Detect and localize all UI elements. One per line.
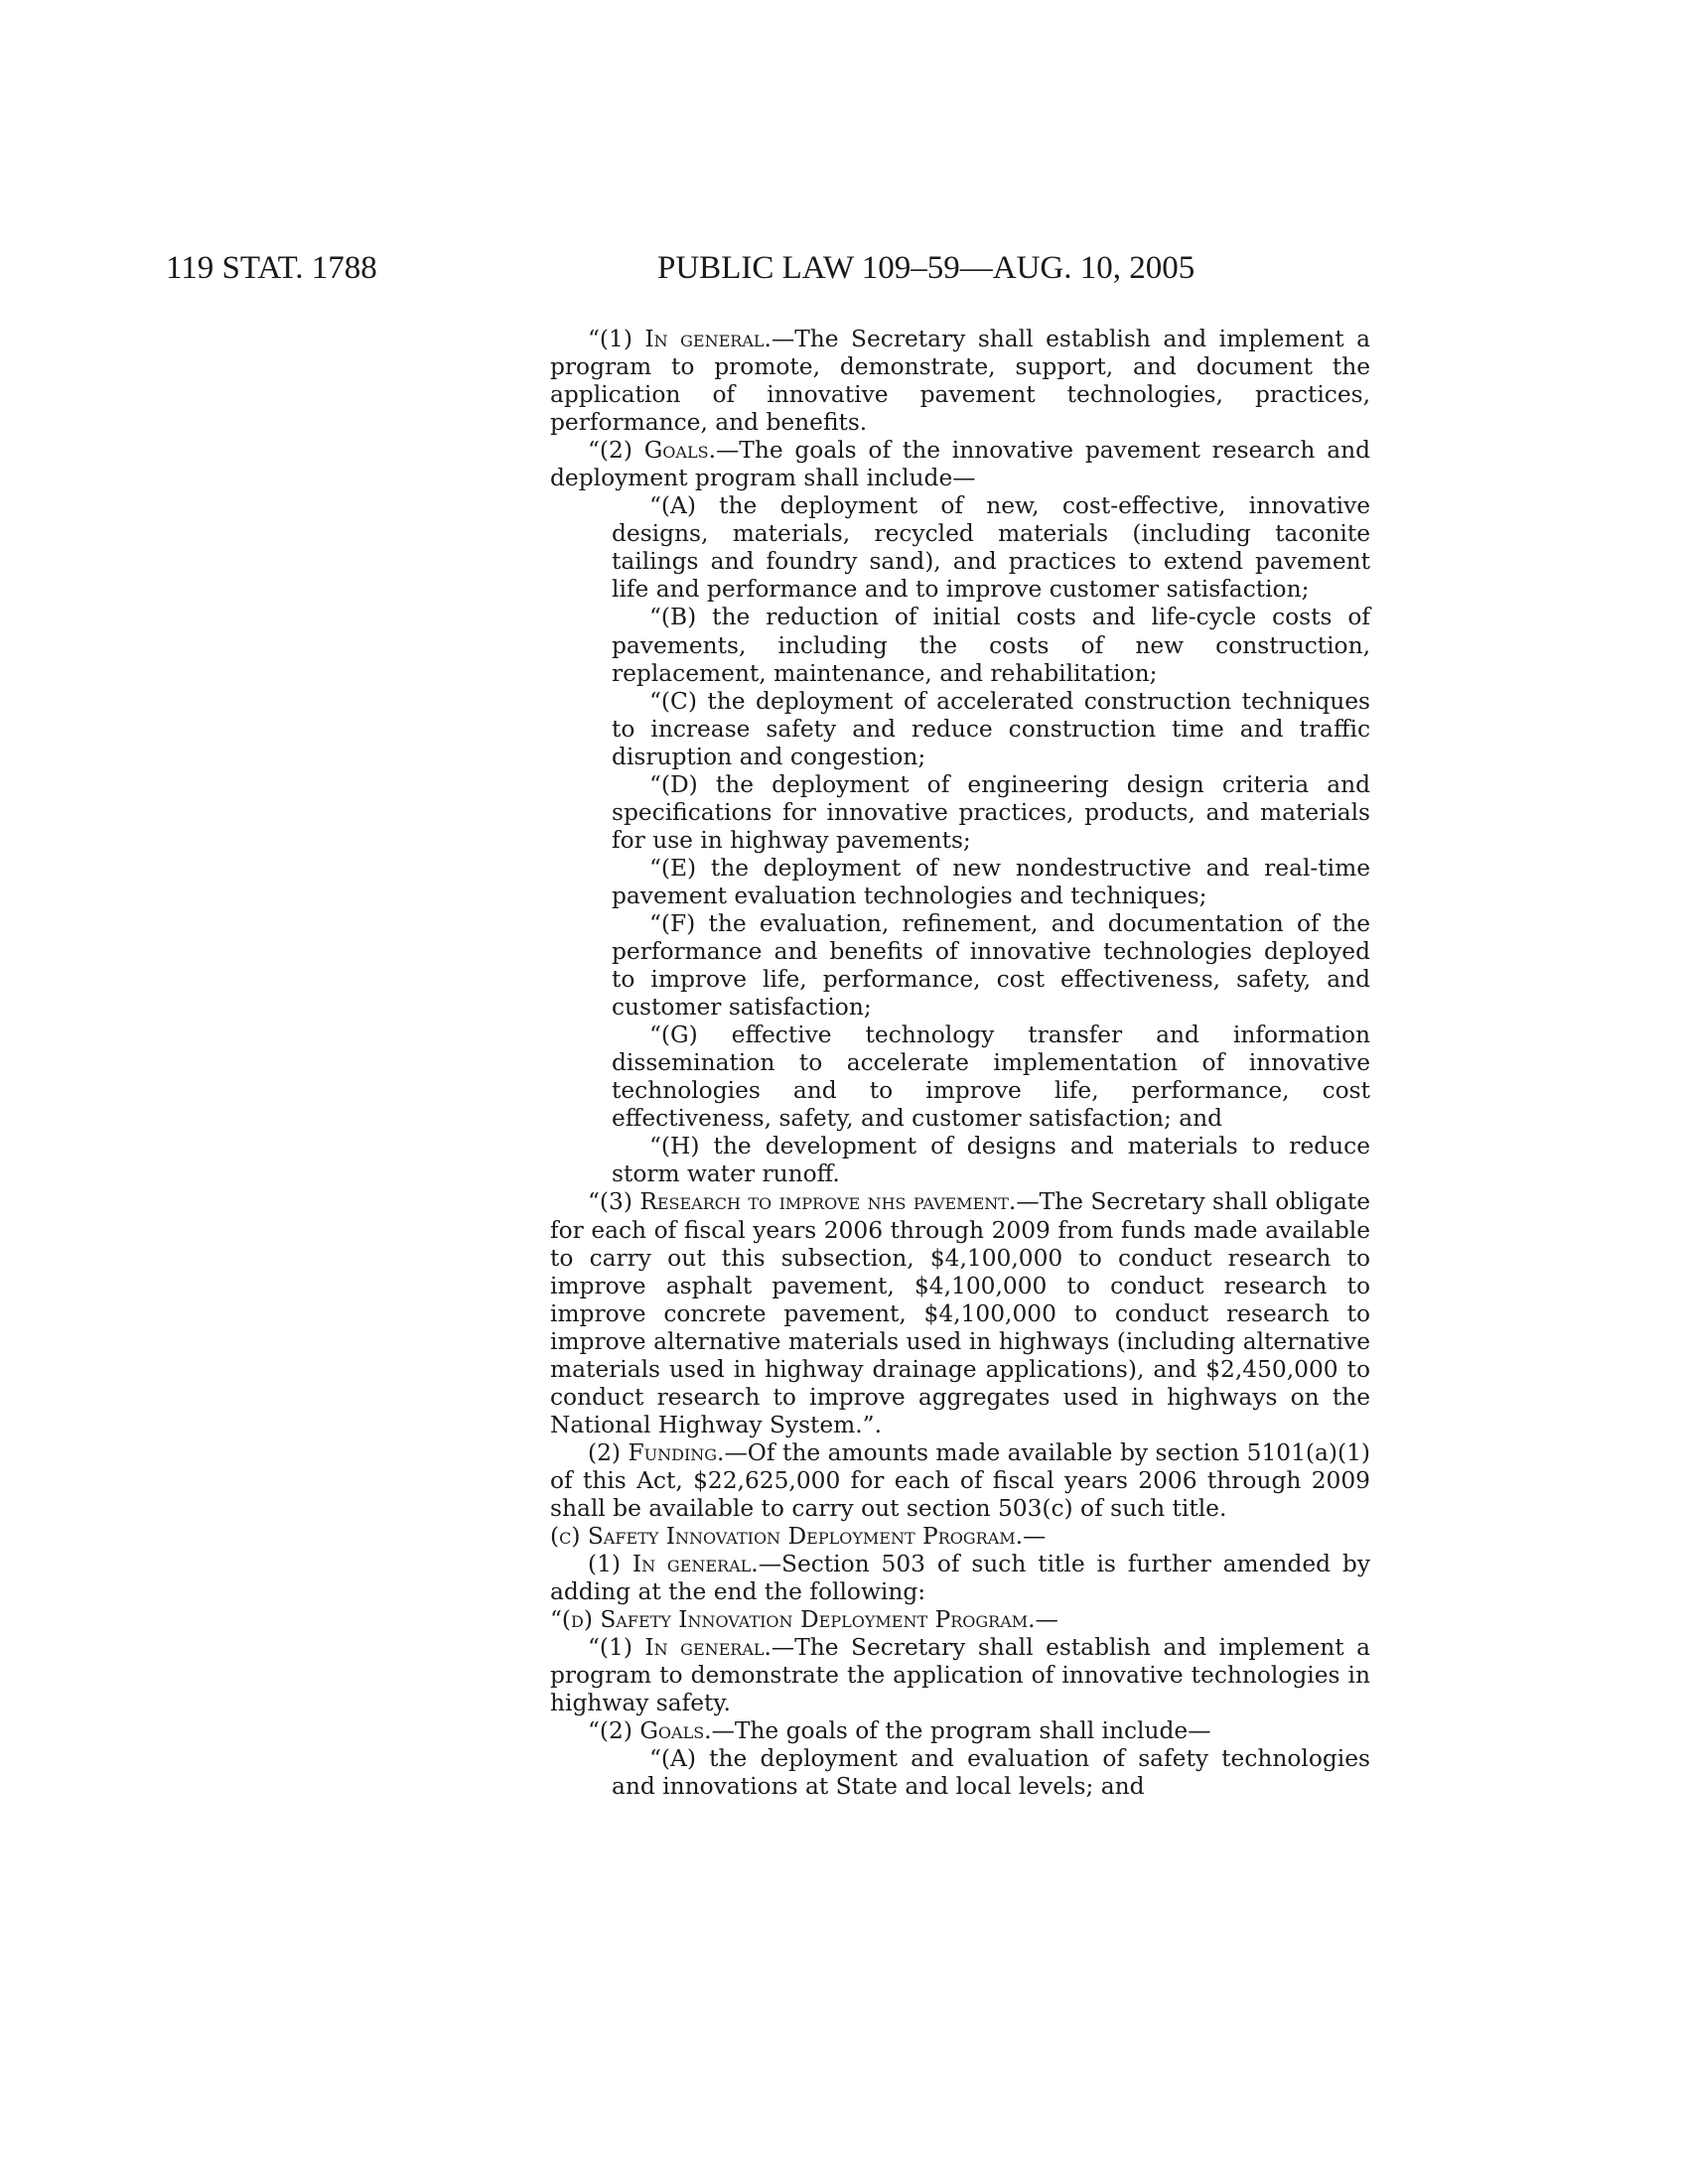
subparagraph-b: [550, 604, 1370, 687]
paragraph-text: “(A) the deployment and evaluation of safety technologies and innovations at State and local levels; and: [612, 1745, 1370, 1801]
subparagraph-g: [550, 1022, 1370, 1133]
paragraph-text: —The Secretary shall establish and implement a program to promote, demonstrate, support, and document the application of innovative pavement technologies, practices, performance, and benefits.: [550, 326, 1370, 437]
page-header: [0, 248, 1688, 288]
paragraph-heading: “(2) Goals.: [588, 1717, 712, 1745]
public-law-title: PUBLIC LAW 109–59—AUG. 10, 2005: [657, 250, 1196, 286]
paragraph-text: “(D) the deployment of engineering design criteria and specifications for innovative practices, products, and materials for use in highway pavements;: [612, 770, 1370, 854]
subparagraph-h: [550, 1133, 1370, 1188]
paragraph-text: “(F) the evaluation, refinement, and documentation of the performance and benefits of innovative technologies deployed to improve life, performance, cost effectiveness, safety, and customer satisfaction;: [612, 909, 1370, 1022]
paragraph-3-research: [550, 1188, 1370, 1438]
paragraph-text: —The goals of the program shall include—: [711, 1717, 1211, 1745]
paragraph-text: “(H) the development of designs and materials to reduce storm water runoff.: [612, 1133, 1370, 1188]
paragraph-2-goals-safety: [550, 1717, 1370, 1745]
statute-reference: 119 STAT. 1788: [166, 250, 377, 286]
paragraph-text: “(E) the deployment of new nondestructive and real-time pavement evaluation technologies and techniques;: [612, 854, 1370, 909]
paragraph-text: “(G) effective technology transfer and information dissemination to accelerate implementation of innovative technologies and to improve life, performance, cost effectiveness, safety, and customer satisfaction; and: [612, 1022, 1370, 1133]
paragraph-2-goals: [550, 437, 1370, 492]
subparagraph-d: [550, 771, 1370, 855]
paragraph-heading: “(2) Goals.: [588, 437, 716, 465]
paragraph-text: —: [1023, 1523, 1047, 1551]
paragraph-heading: “(d) Safety Innovation Deployment Program.: [550, 1606, 1036, 1634]
paragraph-text: —: [1035, 1606, 1058, 1634]
paragraph-text: —The goals of the innovative pavement research and deployment program shall include—: [550, 437, 1370, 492]
paragraph-heading: (c) Safety Innovation Deployment Program.: [550, 1523, 1024, 1551]
paragraph-heading: “(3) Research to improve nhs pavement.: [588, 1188, 1017, 1216]
subsection-c-heading: [550, 1523, 1370, 1551]
paragraph-text: “(B) the reduction of initial costs and life-cycle costs of pavements, including the costs of new construction, replacement, maintenance, and rehabilitation;: [612, 604, 1370, 687]
paragraph-2-funding: [550, 1439, 1370, 1523]
paragraph-heading: “(1) In general.: [588, 1634, 772, 1662]
subparagraph-e: [550, 855, 1370, 910]
subparagraph-f: [550, 910, 1370, 1022]
paragraph-1-in-general-amendment: [550, 1551, 1370, 1606]
paragraph-text: “(C) the deployment of accelerated construction techniques to increase safety and reduce construction time and traffic disruption and congestion;: [612, 687, 1370, 770]
paragraph-1-in-general: [550, 326, 1370, 437]
subparagraph-a-safety: [550, 1745, 1370, 1801]
paragraph-heading: (2) Funding.: [588, 1438, 725, 1466]
subsection-d-heading: [550, 1606, 1370, 1634]
subparagraph-a: [550, 492, 1370, 604]
subparagraph-c: [550, 688, 1370, 771]
paragraph-text: —Section 503 of such title is further amended by adding at the end the following:: [550, 1551, 1370, 1606]
paragraph-1-in-general-safety: [550, 1634, 1370, 1717]
paragraph-heading: “(1) In general.: [588, 326, 772, 352]
paragraph-text: “(A) the deployment of new, cost-effective, innovative designs, materials, recycled materials (including taconite tailings and foundry sand), and practices to extend pavement life and performance and to improve customer satisfaction;: [612, 492, 1370, 604]
paragraph-text: —The Secretary shall obligate for each of fiscal years 2006 through 2009 from funds made available to carry out this subsection, $4,100,000 to conduct research to improve asphalt pavement, $4,100,000 to conduct research to improve concrete pavement, $4,100,000 to conduct research to improve alternative materials used in highways (including alternative materials used in highway drainage applications), and $2,450,000 to conduct research to improve aggregates used in highways on the National Highway System.”.: [550, 1188, 1370, 1438]
paragraph-text: —The Secretary shall establish and implement a program to demonstrate the application of innovative technologies in highway safety.: [550, 1634, 1370, 1717]
statute-body: [550, 326, 1370, 1801]
paragraph-heading: (1) In general.: [588, 1551, 759, 1578]
paragraph-text: —Of the amounts made available by section 5101(a)(1) of this Act, $22,625,000 for each of fiscal years 2006 through 2009 shall be available to carry out section 503(c) of such title.: [550, 1438, 1370, 1522]
